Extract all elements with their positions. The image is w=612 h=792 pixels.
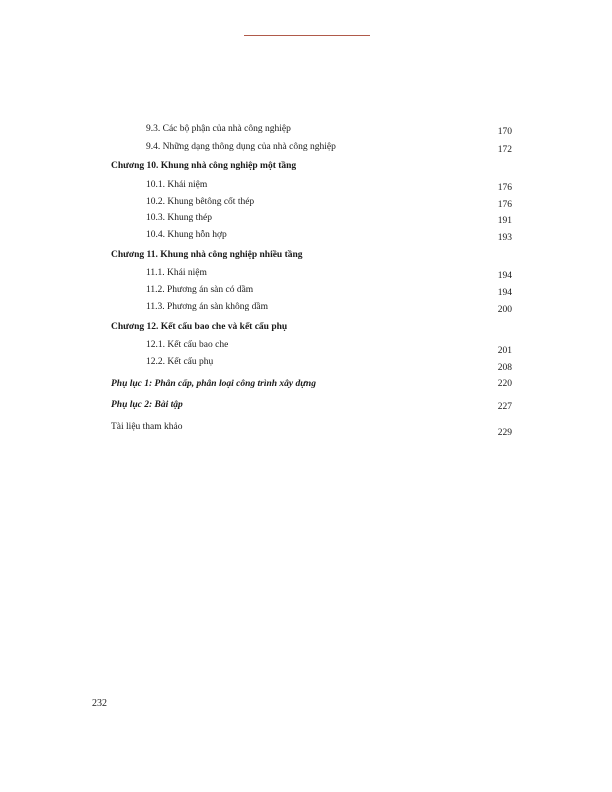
toc-chapter-title: Chương 11. Khung nhà công nghiệp nhiều tầng [111,250,303,260]
toc-entry-title: 10.3. Khung thép [146,213,212,223]
toc-entry-page: 220 [497,379,512,389]
toc-entry-page: 194 [497,288,512,298]
toc-chapter-10 [0,159,612,173]
toc-entry-page: 208 [497,363,512,373]
toc-entry-title: 10.2. Khung bêtông cốt thép [146,197,255,207]
toc-entry-page: 172 [497,145,512,155]
toc-entry-title: 11.3. Phương án sàn không dầm [146,302,268,312]
toc-chapter-title: Chương 10. Khung nhà công nghiệp một tầng [111,161,297,171]
toc-entry-title: 11.2. Phương án sàn có dầm [146,285,254,295]
toc-entry-page: 191 [497,216,512,226]
toc-entry-page: 193 [497,233,512,243]
toc-entry-page: 176 [497,200,512,210]
toc-references-title: Tài liệu tham khảo [111,422,183,432]
toc-entry-title: 10.1. Khái niệm [146,180,208,190]
toc-entry-page: 200 [497,305,512,315]
toc-entry-12-2 [0,355,612,373]
toc-entry-10-1 [0,178,612,192]
toc-entry-11-1 [0,266,612,280]
toc-entry-10-3 [0,211,612,225]
toc-entry-11-3 [0,300,612,314]
toc-entry-title: 10.4. Khung hỗn hợp [146,230,227,240]
toc-appendix-title: Phụ lục 2: Bài tập [111,400,183,410]
toc-entry-9-3 [0,122,612,136]
toc-appendix-2 [0,398,612,412]
toc-appendix-1 [0,377,612,391]
toc-entry-10-2 [0,195,612,209]
toc-entry-12-1 [0,338,612,356]
toc-entry-11-2 [0,283,612,297]
toc-entry-title: 9.3. Các bộ phận của nhà công nghiệp [146,124,291,134]
toc-entry-title: 12.1. Kết cấu bao che [146,340,229,350]
toc-entry-page: 227 [497,402,512,412]
toc-entry-10-4 [0,228,612,242]
page-number: 232 [92,698,107,709]
toc-chapter-11 [0,248,612,262]
toc-chapter-title: Chương 12. Kết cấu bao che và kết cấu phụ [111,322,288,332]
toc-entry-page: 170 [497,127,512,137]
toc-entry-9-4 [0,140,612,154]
toc-entry-page: 194 [497,271,512,281]
toc-entry-title: 12.2. Kết cấu phụ [146,357,214,367]
toc-entry-title: 9.4. Những dạng thông dụng của nhà công nghiệp [146,142,336,152]
toc-entry-page: 176 [497,183,512,193]
toc-appendix-title: Phụ lục 1: Phân cấp, phân loại công trình xây dựng [111,379,316,389]
toc-entry-page: 229 [497,428,512,438]
toc-entry-title: 11.1. Khái niệm [146,268,207,278]
toc-entry-page: 201 [497,346,512,356]
toc-chapter-12 [0,320,612,334]
toc-references [0,420,612,438]
